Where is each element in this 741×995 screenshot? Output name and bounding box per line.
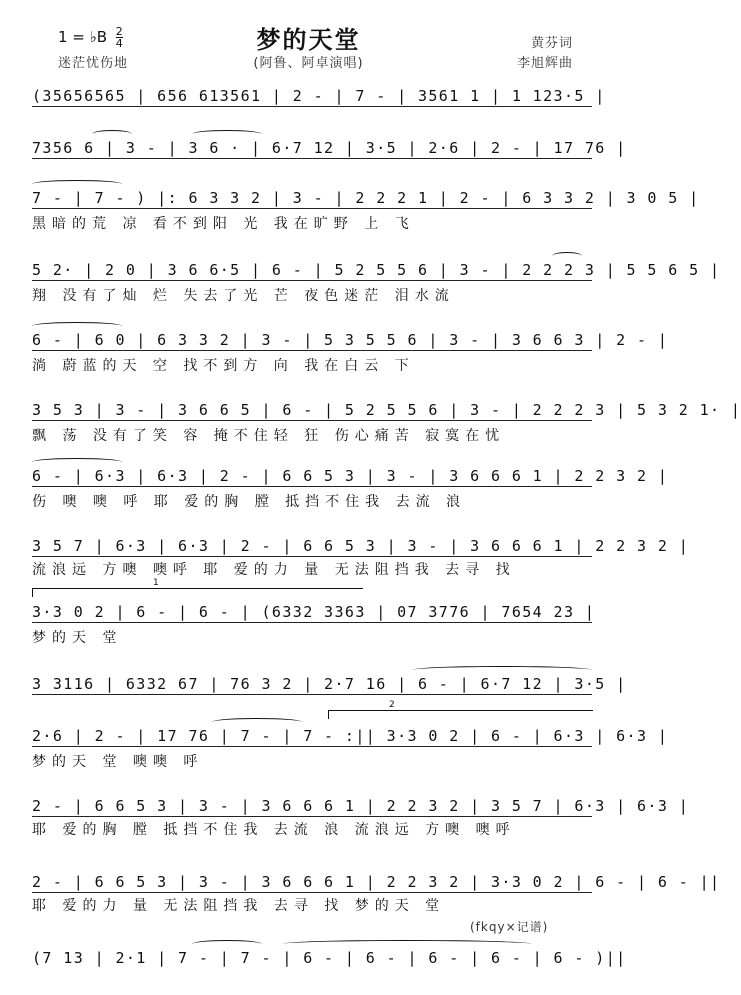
underline — [32, 694, 592, 695]
notes: 3 5 3 | 3 - | 3 6 6 5 | 6 - | 5 2 5 5 6 | 3 - | 2 2 2 3 | 5 3 2 1· | — [32, 401, 741, 419]
notes: 5 2· | 2 0 | 3 6 6·5 | 6 - | 5 2 5 5 6 | 3 - | 2 2 2 3 | 5 5 6 5 | — [32, 261, 721, 279]
underline — [32, 350, 592, 351]
score-line-3 — [32, 186, 700, 210]
lyrics-line-13: 耶 爱的力 量 无法阻挡我 去寻 找 梦的天 堂 — [32, 898, 446, 914]
score-line-8 — [32, 534, 690, 558]
key-text: 1 = ♭B — [58, 28, 108, 46]
tie — [32, 322, 122, 330]
underline — [32, 420, 592, 421]
song-title: 梦的天堂 — [256, 26, 361, 54]
notes: 3·3 0 2 | 6 - | 6 - | (6332 3363 | 07 3776 | 7654 23 | — [32, 603, 596, 621]
composer-credit: 李旭辉曲 — [516, 56, 573, 71]
tempo-style: 迷茫忧伤地 — [58, 56, 129, 71]
score-line-9 — [32, 578, 596, 624]
notes: 2 - | 6 6 5 3 | 3 - | 3 6 6 6 1 | 2 2 3 2 | 3·3 0 2 | 6 - | 6 - || — [32, 873, 721, 891]
score-line-6 — [32, 398, 741, 422]
lyrics-line-4: 翔 没有了灿 烂 失去了光 芒 夜色迷茫 泪水流 — [32, 288, 455, 304]
lyrics-line-1 — [32, 110, 592, 130]
score-line-1 — [32, 84, 606, 108]
notes: (35656565 | 656 613561 | 2 - | 7 - | 3561 1 | 1 123·5 | — [32, 87, 606, 105]
underline — [32, 556, 592, 557]
first-ending-bracket: 1 — [32, 588, 363, 597]
second-ending-bracket: 2 — [328, 710, 593, 719]
score-line-11 — [32, 700, 669, 748]
underline — [32, 816, 592, 817]
notes: 6 - | 6·3 | 6·3 | 2 - | 6 6 5 3 | 3 - | 3 6 6 6 1 | 2 2 3 2 | — [32, 467, 669, 485]
tie — [282, 940, 532, 948]
score-line-2 — [32, 136, 627, 160]
underline — [32, 106, 592, 107]
score-line-4 — [32, 258, 721, 282]
notes: 6 - | 6 0 | 6 3 3 2 | 3 - | 5 3 5 5 6 | 3 - | 3 6 6 3 | 2 - | — [32, 331, 669, 349]
score-line-13 — [32, 870, 721, 894]
notes: 7 - | 7 - ) |: 6 3 3 2 | 3 - | 2 2 2 1 | 2 - | 6 3 3 2 | 3 0 5 | — [32, 189, 700, 207]
underline — [32, 208, 592, 209]
tie — [212, 718, 302, 726]
lyrics-line-5: 淌 蔚蓝的天 空 找不到方 向 我在白云 下 — [32, 358, 415, 374]
lyrics-line-9: 梦的天 堂 — [32, 630, 123, 646]
lyrics-line-11: 梦的天 堂 噢噢 呼 — [32, 754, 204, 770]
notes: (7 13 | 2·1 | 7 - | 7 - | 6 - | 6 - | 6 - | 6 - | 6 - )|| — [32, 949, 627, 967]
notes: 7356 6 | 3 - | 3 6 · | 6·7 12 | 3·5 | 2·6 | 2 - | 17 76 | — [32, 139, 627, 157]
score-line-5 — [32, 328, 669, 352]
tie — [192, 130, 262, 138]
lyrics-line-14 — [32, 972, 592, 992]
lyrics-line-3: 黑暗的荒 凉 看不到阳 光 我在旷野 上 飞 — [32, 216, 415, 232]
underline — [32, 280, 592, 281]
lyrics-line-6: 飘 荡 没有了笑 容 掩不住轻 狂 伤心痛苦 寂寞在忧 — [32, 428, 506, 444]
tie — [192, 940, 262, 948]
tie — [32, 180, 122, 188]
score-line-7 — [32, 464, 669, 488]
notes: 3 5 7 | 6·3 | 6·3 | 2 - | 6 6 5 3 | 3 - | 3 6 6 6 1 | 2 2 3 2 | — [32, 537, 690, 555]
transcriber-credit: (fkqy×记谱) — [470, 920, 549, 934]
lyricist-credit: 黄芬词 — [530, 36, 573, 51]
underline — [32, 486, 592, 487]
time-numerator: 2 — [115, 25, 123, 38]
notes: 2 - | 6 6 5 3 | 3 - | 3 6 6 6 1 | 2 2 3 2 | 3 5 7 | 6·3 | 6·3 | — [32, 797, 690, 815]
lyrics-line-2 — [32, 162, 592, 182]
notes: 3 3116 | 6332 67 | 76 3 2 | 2·7 16 | 6 - | 6·7 12 | 3·5 | — [32, 675, 627, 693]
underline — [32, 746, 592, 747]
score-line-14 — [32, 946, 627, 970]
tie — [92, 130, 132, 138]
score-line-12 — [32, 794, 690, 818]
singers: (阿鲁、阿卓演唱) — [253, 56, 364, 71]
tie — [412, 666, 592, 674]
notes: 2·6 | 2 - | 17 76 | 7 - | 7 - :|| 3·3 0 2 | 6 - | 6·3 | 6·3 | — [32, 727, 669, 745]
time-denominator: 4 — [115, 37, 123, 50]
score-line-10 — [32, 672, 627, 696]
lyrics-line-12: 耶 爱的胸 膛 抵挡不住我 去流 浪 流浪远 方噢 噢呼 — [32, 822, 516, 838]
tie — [32, 458, 122, 466]
key-signature — [58, 26, 123, 49]
lyrics-line-8: 流浪远 方噢 噢呼 耶 爱的力 量 无法阻挡我 去寻 找 — [32, 562, 516, 578]
time-signature — [116, 26, 123, 49]
underline — [32, 158, 592, 159]
underline — [32, 892, 592, 893]
lyrics-line-7: 伤 噢 噢 呼 耶 爱的胸 膛 抵挡不住我 去流 浪 — [32, 494, 467, 510]
tie — [552, 252, 582, 260]
underline — [32, 622, 592, 623]
